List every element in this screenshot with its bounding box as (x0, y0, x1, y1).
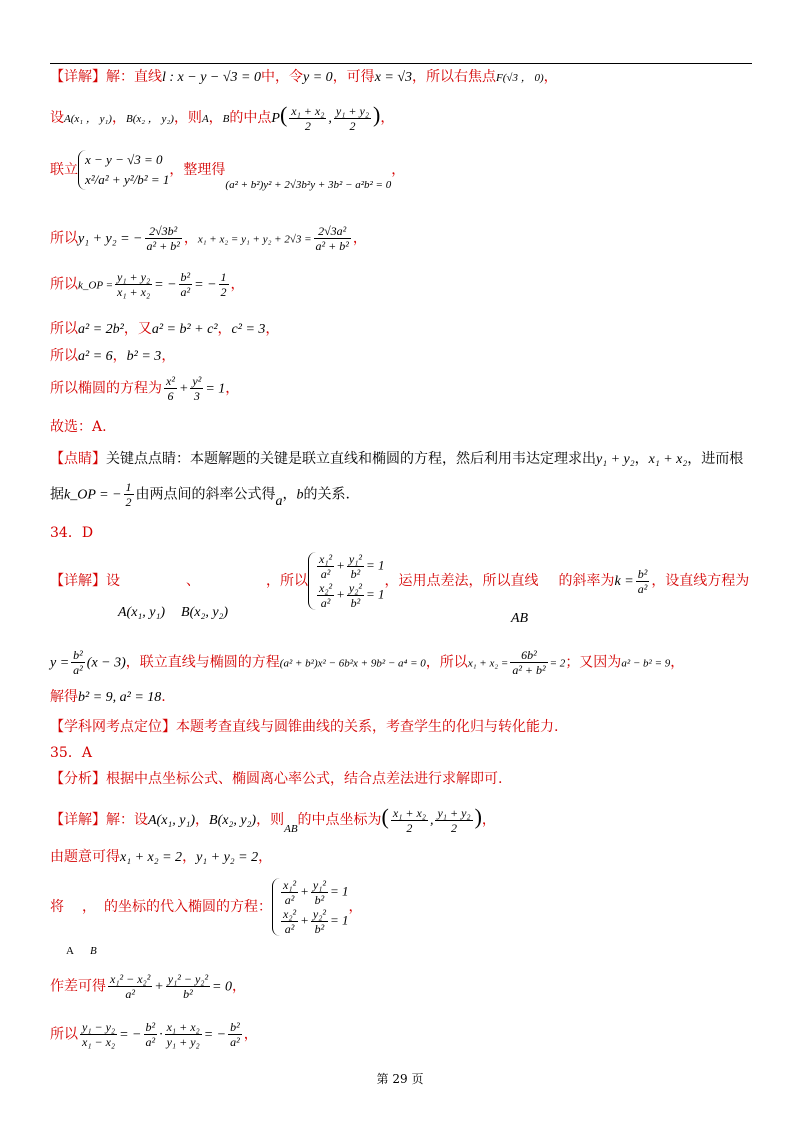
math: b² = 3 (126, 349, 162, 364)
text: 所以 (50, 230, 78, 247)
math: B (222, 113, 230, 125)
line-4 (50, 224, 367, 253)
text: 的中点坐标为 (297, 812, 382, 828)
fraction: $\frac{\text{x²}}{6}$ (166, 374, 175, 403)
fraction: $\frac{\text{y₁ − y₂}}{\text{x₁ − x₂}}$ (82, 1020, 116, 1049)
math: B(x₂, y₂) (181, 605, 229, 620)
fraction: $\frac{\text{b²}}{\text{a²}}$ (637, 566, 648, 596)
math: B(x₂, y₂) (209, 813, 257, 828)
line-17 (50, 742, 92, 762)
text: 作差可得 (50, 978, 106, 995)
fraction: $\frac{\text{y₁ + y₂}}{2}$ (335, 103, 369, 133)
line-22 (50, 972, 246, 1001)
line-20 (50, 846, 272, 866)
paren: ( (279, 102, 288, 127)
text: ， (225, 380, 240, 397)
text: 由题意可得 (50, 849, 120, 865)
header-rule (50, 63, 752, 64)
text: 解得 (50, 689, 78, 705)
text: ，所以 (425, 654, 468, 671)
text: ， (243, 1026, 258, 1043)
text: 解：直线 (106, 69, 162, 85)
math: = − (194, 277, 217, 293)
text: 所以 (50, 276, 78, 293)
equation-system: $\frac{\text{x₁²}}{\text{a²}}$ + $\frac{\text{y₁²}}{\text{b²}}$ = 1 $\frac{\text{x₂²}}{\text{a²}}$ + $\frac{\text{y₂²}}{\text{b²}}$ = 1 (272, 878, 349, 936)
text: ， (282, 486, 297, 503)
math: y = (50, 655, 70, 671)
fraction: $\frac{\text{b²}}{\text{a²}}$ (145, 1020, 156, 1049)
text: 的关系. (303, 486, 350, 503)
math: x₁ + x₂ = (467, 657, 509, 670)
line-11 (50, 480, 350, 509)
text: 联立 (50, 162, 78, 178)
text: ， (481, 812, 496, 828)
text: 的斜率为 (558, 573, 615, 589)
math: F(√3 ， 0) (496, 72, 544, 84)
math: l : x − y − √3 = 0 (162, 70, 262, 85)
math: AB (511, 611, 529, 626)
text: ， (543, 69, 558, 85)
text: ， (195, 812, 210, 828)
paren: ) (372, 102, 381, 127)
tag-detail: 【详解】 (50, 573, 106, 589)
fraction: $\frac{\text{x₁ + x₂}}{2}$ (392, 805, 426, 835)
math: A(x₁ ， y₁) (64, 113, 112, 125)
text: ， (258, 849, 273, 865)
fraction: $\frac{1}{2}$ (220, 270, 227, 299)
text: 所以 (50, 348, 78, 364)
text: 、 (186, 573, 200, 589)
text: ；又因为 (565, 654, 622, 671)
text: ， (232, 978, 246, 995)
tag-analysis: 【分析】 (50, 771, 106, 787)
math: a² = b² + c² (151, 322, 218, 337)
text: ， (391, 162, 406, 178)
math: y₁ + y₂ (596, 452, 635, 467)
tag-comment: 【点睛】 (50, 451, 106, 467)
line-23 (50, 1020, 258, 1049)
answer-text: 故选：A. (50, 419, 107, 435)
line-7 (50, 345, 175, 365)
line-8 (50, 374, 239, 403)
text: ，进而根 (687, 451, 744, 467)
text: ， (348, 899, 363, 915)
fraction: $\frac{\text{x₁ + x₂}}{2}$ (291, 103, 325, 133)
line-6 (50, 318, 279, 338)
math: = − (203, 1027, 227, 1043)
text: 设 (106, 573, 120, 589)
line-3 (50, 150, 405, 190)
text: ， (183, 230, 198, 247)
text: 的中点 (229, 110, 272, 126)
math: + (154, 979, 164, 995)
fraction: $\frac{\text{b²}}{\text{a²}}$ (230, 1020, 240, 1049)
text: ， (82, 899, 96, 915)
math: c² = 3 (231, 322, 266, 337)
math: B(x₂ ， y₂) (125, 113, 174, 125)
line-15 (50, 686, 166, 706)
math: (a² + b²)x² − 6b²x + 9b² − a⁴ = 0 (279, 657, 426, 670)
math: AB (284, 823, 298, 835)
line-9 (50, 416, 107, 436)
question-number: 35．A (50, 745, 92, 761)
fraction: $\frac{1}{2}$ (125, 480, 132, 509)
text: . (161, 689, 166, 705)
math: a² = 2b² (78, 322, 124, 337)
text: 所以椭圆的方程为 (50, 380, 162, 397)
text: ， (230, 276, 245, 293)
math: + (178, 381, 189, 397)
math: · (159, 1027, 163, 1043)
text: 关键点点睛：本题解题的关键是联立直线和椭圆的方程，然后利用韦达定理求出 (106, 451, 596, 467)
text: ，则 (256, 812, 285, 828)
text: 根据中点坐标公式、椭圆离心率公式，结合点差法进行求解即可. (106, 771, 503, 787)
tag-location: 【学科网考点定位】 (50, 719, 176, 735)
text: 所以 (50, 321, 78, 337)
math: = 0 (212, 979, 232, 995)
question-number: 34．D (50, 525, 94, 541)
line-21-points (66, 942, 97, 958)
math: (x − 3) (86, 655, 126, 671)
fraction: $\frac{\text{b²}}{\text{a²}}$ (180, 270, 191, 299)
fraction: $\frac{\text{y₁ + y₂}}{2}$ (437, 805, 471, 835)
text: 本题考查直线与圆锥曲线的关系，考查学生的化归与转化能力. (176, 719, 559, 735)
math: a² − b² = 9 (621, 657, 671, 670)
fraction: $\frac{\text{b²}}{\text{a²}}$ (73, 648, 83, 677)
text: ， (111, 110, 126, 126)
math: (a² + b²)y² + 2√3b²y + 3b² − a²b² = 0 (225, 179, 392, 191)
text: ， (112, 348, 127, 364)
math: y₁ + y₂ = 2 (196, 850, 259, 865)
line-5 (50, 270, 245, 299)
text: ， (265, 321, 280, 337)
line-10 (50, 448, 743, 468)
line-13-points (118, 604, 228, 621)
tag-detail: 【详解】 (50, 69, 106, 85)
math: = 1 (205, 381, 226, 397)
text: 中，令 (261, 69, 304, 85)
line-16 (50, 716, 558, 736)
fraction: $\frac{\text{x₁ + x₂}}{\text{y₁ + y₂}}$ (166, 1020, 200, 1049)
math: P (271, 111, 280, 126)
math: x₁ + x₂ = 2 (120, 850, 183, 865)
math: k = (614, 574, 634, 589)
line-13 (50, 552, 749, 610)
text: ，设直线方程为 (651, 573, 750, 589)
math: B (89, 945, 97, 957)
math: b (296, 487, 304, 503)
text: 据 (50, 486, 64, 503)
text: ，又 (123, 321, 152, 337)
math: = 2 (549, 657, 566, 670)
text: 将 (50, 899, 64, 915)
fraction: $\frac{\text{6b²}}{\text{a² + b²}}$ (512, 648, 546, 677)
math: y₁ + y₂ = − (78, 231, 143, 247)
math: x = √3 (374, 70, 413, 85)
line-21 (50, 878, 363, 936)
text: ，可得 (332, 69, 375, 85)
text: ， (217, 321, 232, 337)
math: A(x₁, y₁) (148, 813, 196, 828)
line-2: 设A(x₁ ， y₁)，B(x₂ ， y₂)，则A，B的中点P( $\frac{\text{x₁ + x₂}}{2}$ , $\frac{\text{y₁ + y₂}}{2}$ )， (50, 102, 395, 133)
text: ， (161, 348, 176, 364)
fraction: $\frac{\text{y₁ + y₂}}{\text{x₁ + x₂}}$ (117, 270, 151, 299)
line-19: 【详解】解：设A(x₁, y₁)，B(x₂, y₂)，则$_{AB}$的中点坐标为( $\frac{\text{x₁ + x₂}}{2}$ , $\frac{\text{y₁ + y₂}}{2}$ )， (50, 804, 496, 835)
fraction: $\frac{\text{2√3b²}}{\text{a² + b²}}$ (146, 224, 180, 253)
fraction: $\frac{\text{y²}}{3}$ (192, 374, 202, 403)
text: ， (208, 110, 223, 126)
tag-detail: 【详解】 (50, 812, 106, 828)
line-13-ab (511, 610, 528, 627)
text: 由两点间的斜率公式得 (135, 486, 276, 503)
text: 所以 (50, 1026, 78, 1043)
fraction: $\frac{\text{y₁² − y₂²}}{\text{b²}}$ (167, 972, 209, 1001)
text: ， (380, 110, 395, 126)
math: x₁ + x₂ = y₁ + y₂ + 2√3 = (197, 233, 312, 246)
text: ， (182, 849, 197, 865)
text: ，所以 (266, 573, 308, 589)
text: 解：设 (106, 812, 148, 828)
line-12 (50, 522, 93, 542)
text: ， (670, 654, 685, 671)
math: A(x₁, y₁) (118, 605, 166, 620)
math: A (201, 113, 209, 125)
math: k_OP = − (64, 487, 122, 503)
math: a (275, 493, 283, 509)
equation-system: x − y − √3 = 0 x²/a² + y²/b² = 1 (78, 150, 169, 190)
page-number: 第 29 页 (376, 1072, 424, 1086)
text: ，则 (173, 110, 202, 126)
math: k_OP = (78, 279, 114, 292)
line-1 (50, 66, 558, 86)
equation-system: $\frac{\text{x₁²}}{\text{a²}}$ + $\frac{\text{y₁²}}{\text{b²}}$ = 1 $\frac{\text{x₂²}}{\text{a²}}$ + $\frac{\text{y₂²}}{\text{b²}}$ = 1 (308, 552, 385, 610)
math: = − (154, 277, 177, 293)
text: ，整理得 (169, 162, 226, 178)
text: ，联立直线与椭圆的方程 (125, 654, 280, 671)
math: a² = 6 (78, 349, 113, 364)
math: y = 0 (303, 70, 333, 85)
line-14 (50, 648, 684, 677)
math: x₁ + x₂ (648, 452, 688, 467)
text: ， (634, 451, 649, 467)
math: = − (119, 1027, 142, 1043)
text: 设 (50, 110, 64, 126)
fraction: $\frac{\text{x₁² − x₂²}}{\text{a²}}$ (110, 972, 151, 1001)
math: A (66, 945, 74, 957)
math: b² = 9, a² = 18 (78, 690, 162, 705)
text: 的坐标的代入椭圆的方程： (104, 899, 272, 915)
fraction: $\frac{\text{2√3a²}}{\text{a² + b²}}$ (315, 224, 349, 253)
line-18 (50, 768, 502, 788)
text: ，运用点差法，所以直线 (384, 573, 539, 589)
text: ， (352, 230, 367, 247)
text: ，所以右焦点 (412, 69, 497, 85)
